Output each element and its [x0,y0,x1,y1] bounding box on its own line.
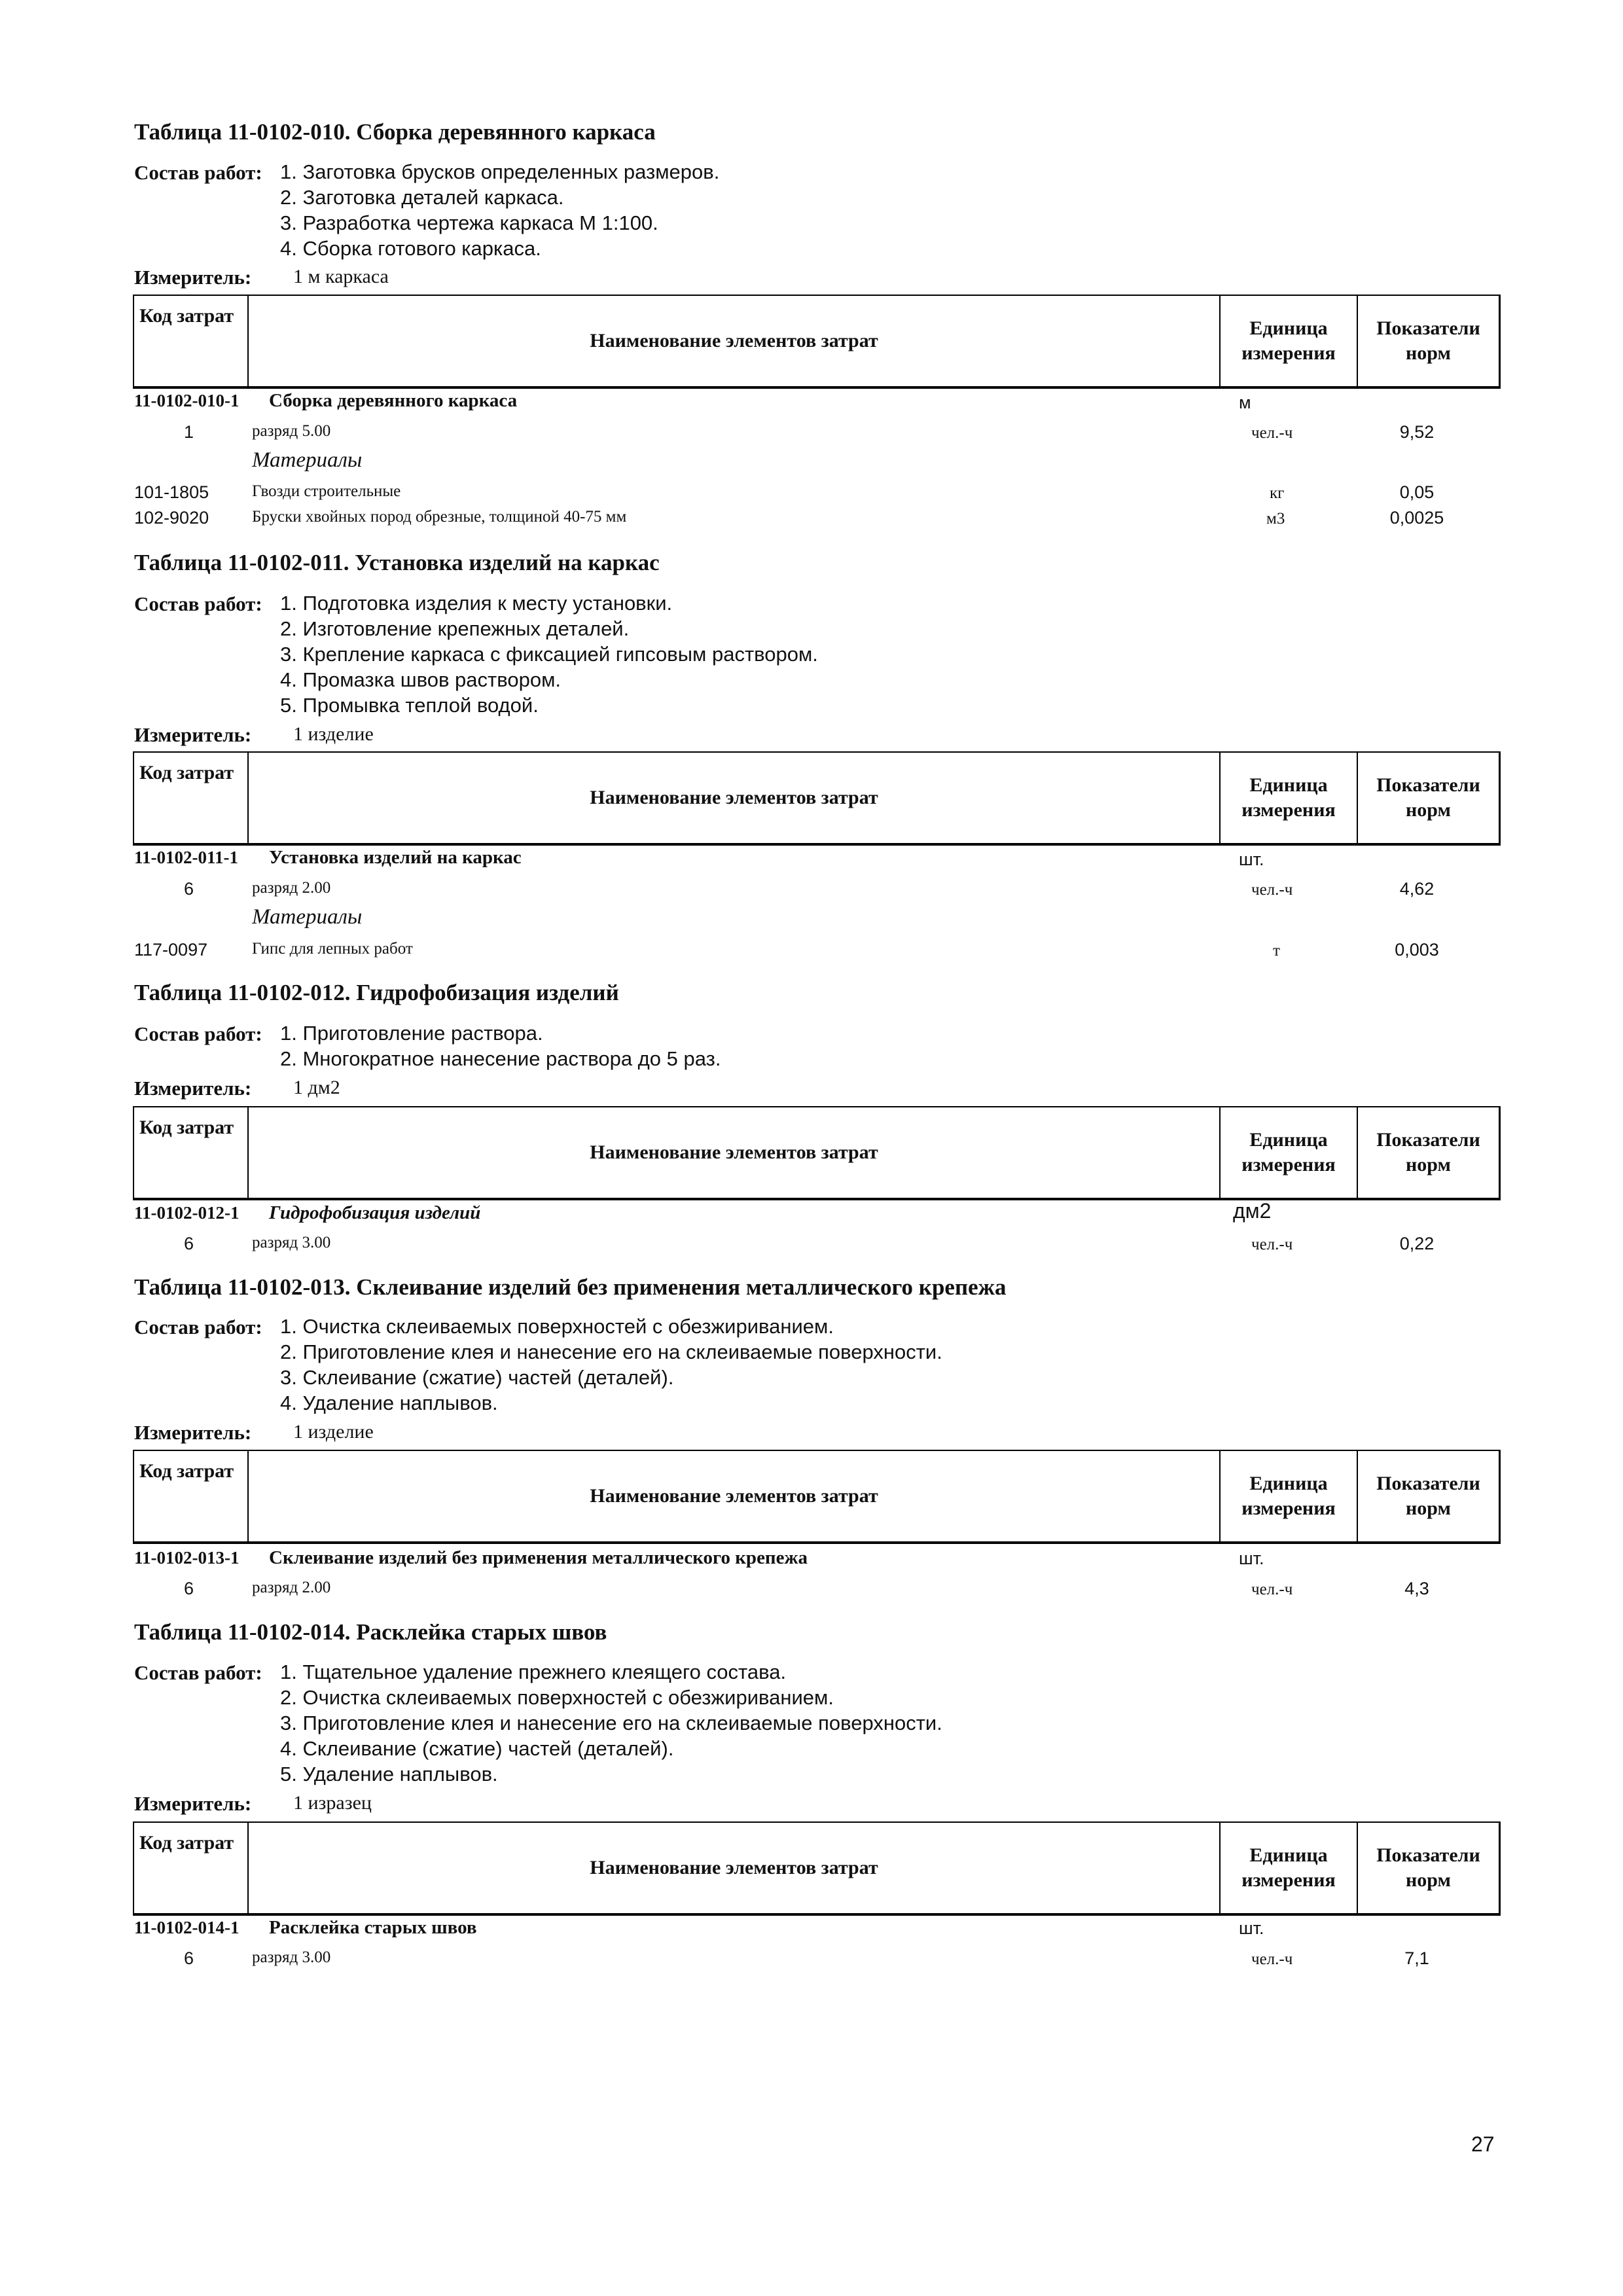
table-013-title: Таблица 11-0102-013. Склеивание изделий без применения металлического крепежа [134,1274,1007,1300]
table-014-labor-value: 7,1 [1404,1948,1429,1968]
header-name: Наименование элементов затрат [249,1107,1221,1198]
table-014-labor-code: 6 [184,1948,194,1968]
table-013-labor-unit: чел.-ч [1251,1581,1293,1598]
table-011-item-unit: шт. [1239,850,1264,869]
table-010-material-2-name: Бруски хвойных пород обрезные, толщиной 40-75 мм [252,508,627,526]
table-011-step-5: 5. Промывка теплой водой. [280,694,539,717]
table-012-step-1: 1. Приготовление раствора. [280,1022,543,1045]
header-norm [1358,1823,1499,1913]
table-013-item-code: 11-0102-013-1 [134,1548,240,1568]
table-011-step-2: 2. Изготовление крепежных деталей. [280,617,630,640]
table-013-measure-label: Измеритель: [134,1421,252,1444]
table-010-step-3: 3. Разработка чертежа каркаса М 1:100. [280,211,658,234]
table-010-item-code: 11-0102-010-1 [134,391,240,410]
header-norm-text: Показатели норм [1376,317,1480,364]
table-010-material-2-value: 0,0025 [1389,508,1444,528]
table-014-step-4: 4. Склеивание (сжатие) частей (деталей). [280,1737,674,1760]
table-010-title: Таблица 11-0102-010. Сборка деревянного каркаса [134,119,656,145]
table-014-step-2: 2. Очистка склеиваемых поверхностей с обезжириванием. [280,1686,834,1709]
table-012-item-name: Гидрофобизация изделий [269,1202,481,1223]
table-012-labor-unit: чел.-ч [1251,1236,1293,1253]
table-011-measure-value: 1 изделие [293,723,374,745]
header-code: Код затрат [134,753,249,843]
table-011-labor-name: разряд 2.00 [252,879,331,897]
header-norm-text: Показатели норм [1376,1129,1480,1175]
header-unit [1221,753,1358,843]
table-011-step-4: 4. Промазка швов раствором. [280,668,562,691]
table-013-work-label: Состав работ: [134,1316,262,1338]
table-014-measure-value: 1 изразец [293,1792,372,1814]
header-norm-text: Показатели норм [1376,1473,1480,1519]
header-name: Наименование элементов затрат [249,296,1221,386]
table-011-measure-label: Измеритель: [134,723,252,746]
table-012-step-2: 2. Многократное нанесение раствора до 5 раз. [280,1047,721,1070]
table-012-measure-value: 1 дм2 [293,1077,340,1098]
table-012-measure-label: Измеритель: [134,1077,252,1100]
table-011-material-1-name: Гипс для лепных работ [252,940,413,958]
table-013-item-name: Склеивание изделий без применения металлического крепежа [269,1547,808,1568]
table-014-step-3: 3. Приготовление клея и нанесение его на склеиваемые поверхности. [280,1712,942,1734]
table-010-materials-label: Материалы [252,448,363,472]
table-014-item-code: 11-0102-014-1 [134,1918,240,1937]
table-011-materials-label: Материалы [252,905,363,929]
header-code: Код затрат [134,1823,249,1913]
header-norm [1358,753,1499,843]
header-unit-text: Единица измерения [1241,1473,1336,1519]
table-012-labor-code: 6 [184,1234,194,1253]
page-number: 27 [1471,2132,1495,2156]
table-010-labor-value: 9,52 [1399,422,1435,442]
table-010-labor-code: 1 [184,422,194,442]
table-010-material-1-name: Гвозди строительные [252,482,401,500]
table-010-material-1-unit: кг [1270,484,1285,502]
table-010-step-4: 4. Сборка готового каркаса. [280,237,541,260]
table-012-item-unit: дм2 [1233,1199,1272,1223]
table-010-measure-label: Измеритель: [134,266,252,289]
table-011-material-1-unit: т [1273,942,1280,960]
header-name: Наименование элементов затрат [249,1823,1221,1913]
header-unit [1221,1107,1358,1198]
table-014-header [133,1821,1501,1916]
table-014-title: Таблица 11-0102-014. Расклейка старых швов [134,1619,607,1645]
table-012-labor-value: 0,22 [1399,1234,1435,1253]
table-013-step-4: 4. Удаление наплывов. [280,1391,498,1414]
table-010-step-2: 2. Заготовка деталей каркаса. [280,186,564,209]
table-011-item-code: 11-0102-011-1 [134,848,238,867]
header-norm [1358,1107,1499,1198]
table-013-item-unit: шт. [1239,1549,1264,1568]
table-013-step-3: 3. Склеивание (сжатие) частей (деталей). [280,1366,674,1389]
table-012-item-code: 11-0102-012-1 [134,1203,240,1223]
table-011-material-1-value: 0,003 [1395,940,1439,960]
header-name: Наименование элементов затрат [249,1451,1221,1541]
header-norm [1358,296,1499,386]
table-010-material-1-value: 0,05 [1399,482,1435,502]
header-norm-text: Показатели норм [1376,1844,1480,1891]
table-013-step-2: 2. Приготовление клея и нанесение его на склеиваемые поверхности. [280,1340,942,1363]
table-011-step-3: 3. Крепление каркаса с фиксацией гипсовым раствором. [280,643,818,666]
header-norm [1358,1451,1499,1541]
header-name: Наименование элементов затрат [249,753,1221,843]
header-code: Код затрат [134,1107,249,1198]
table-010-labor-unit: чел.-ч [1251,424,1293,442]
header-unit-text: Единица измерения [1241,1844,1336,1891]
table-012-title: Таблица 11-0102-012. Гидрофобизация изделий [134,980,619,1005]
table-014-item-unit: шт. [1239,1918,1264,1938]
header-unit [1221,1823,1358,1913]
table-013-labor-name: разряд 2.00 [252,1579,331,1596]
table-010-header [133,295,1501,389]
table-010-work-label: Состав работ: [134,161,262,184]
table-013-header [133,1450,1501,1544]
table-010-material-1-code: 101-1805 [134,482,209,502]
table-014-labor-unit: чел.-ч [1251,1950,1293,1968]
table-011-header [133,751,1501,846]
header-code: Код затрат [134,1451,249,1541]
table-012-work-label: Состав работ: [134,1022,262,1045]
table-014-step-5: 5. Удаление наплывов. [280,1763,498,1785]
header-unit-text: Единица измерения [1241,774,1336,821]
table-013-step-1: 1. Очистка склеиваемых поверхностей с обезжириванием. [280,1315,834,1338]
table-010-material-2-code: 102-9020 [134,508,209,528]
header-unit [1221,296,1358,386]
table-013-labor-code: 6 [184,1579,194,1598]
table-010-item-unit: м [1239,393,1251,412]
table-011-labor-value: 4,62 [1399,879,1435,899]
header-unit-text: Единица измерения [1241,1129,1336,1175]
table-014-labor-name: разряд 3.00 [252,1948,331,1966]
header-unit [1221,1451,1358,1541]
table-014-work-label: Состав работ: [134,1661,262,1684]
table-011-work-label: Состав работ: [134,592,262,615]
table-014-item-name: Расклейка старых швов [269,1917,477,1938]
table-013-measure-value: 1 изделие [293,1421,374,1443]
table-011-step-1: 1. Подготовка изделия к месту установки. [280,592,673,615]
table-011-labor-unit: чел.-ч [1251,881,1293,899]
table-010-item-name: Сборка деревянного каркаса [269,390,518,411]
header-unit-text: Единица измерения [1241,317,1336,364]
table-014-step-1: 1. Тщательное удаление прежнего клеящего состава. [280,1660,787,1683]
table-011-material-1-code: 117-0097 [134,940,208,960]
header-norm-text: Показатели норм [1376,774,1480,821]
table-012-header [133,1106,1501,1200]
header-code: Код затрат [134,296,249,386]
table-010-labor-name: разряд 5.00 [252,422,331,440]
table-011-title: Таблица 11-0102-011. Установка изделий на каркас [134,550,660,575]
table-010-step-1: 1. Заготовка брусков определенных размеров. [280,160,720,183]
table-011-labor-code: 6 [184,879,194,899]
table-010-material-2-unit: м3 [1266,510,1285,528]
table-010-measure-value: 1 м каркаса [293,266,389,287]
table-013-labor-value: 4,3 [1404,1579,1429,1598]
table-012-labor-name: разряд 3.00 [252,1234,331,1251]
table-011-item-name: Установка изделий на каркас [269,847,522,868]
table-014-measure-label: Измеритель: [134,1792,252,1815]
